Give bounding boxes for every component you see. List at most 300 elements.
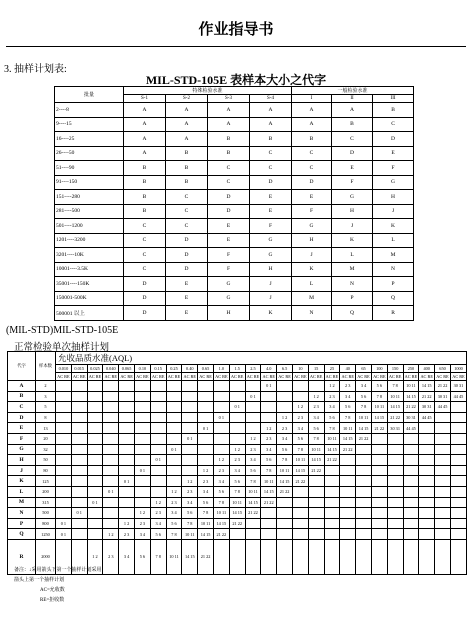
ac-re-cell	[292, 508, 308, 519]
code-letter-cell: P	[8, 518, 36, 529]
ac-re-cell: 5 6	[198, 497, 214, 508]
code-letter-cell: E	[166, 306, 208, 321]
ac-re-cell	[356, 486, 372, 497]
ac-re-cell: 3 4	[340, 391, 356, 402]
ac-re-cell	[245, 402, 261, 413]
ac-re-cell	[340, 497, 356, 508]
ac-re-cell	[245, 423, 261, 434]
ac-re-cell: 2 3	[245, 444, 261, 455]
ac-re-cell	[56, 497, 72, 508]
ac-re-header: AC RE	[357, 374, 370, 379]
code-letter-cell: E	[292, 190, 332, 205]
ac-re-cell: 21 22	[213, 529, 229, 540]
ac-re-cell	[134, 455, 150, 466]
ac-re-cell	[182, 412, 198, 423]
ac-re-cell	[419, 433, 435, 444]
code-letter-cell: R	[373, 306, 414, 321]
ac-re-cell	[435, 423, 451, 434]
ac-re-cell	[166, 402, 182, 413]
ac-re-cell	[103, 381, 119, 392]
ac-re-cell	[450, 455, 466, 466]
aql-value-header: 400	[419, 365, 435, 373]
code-letter-cell: A	[8, 381, 36, 392]
ac-re-cell	[56, 465, 72, 476]
code-letter-cell: A	[292, 117, 332, 132]
ac-re-cell	[277, 508, 293, 519]
ac-re-cell	[182, 381, 198, 392]
ac-re-cell	[435, 412, 451, 423]
ac-re-cell: 1 2	[150, 497, 166, 508]
code-letter-cell: J	[373, 204, 414, 219]
ac-re-cell	[371, 539, 387, 574]
ac-re-cell	[403, 476, 419, 487]
ac-re-cell	[387, 455, 403, 466]
ac-re-cell: 30 31	[435, 391, 451, 402]
ac-re-cell	[103, 391, 119, 402]
ac-re-cell: 3 4	[356, 381, 372, 392]
code-letter-cell: A	[166, 103, 208, 118]
code-letter-cell: A	[166, 117, 208, 132]
ac-re-cell: 5 6	[182, 508, 198, 519]
table-row	[55, 132, 414, 147]
ac-re-cell	[56, 381, 72, 392]
code-letter-cell: C	[208, 175, 250, 190]
ac-re-cell	[387, 433, 403, 444]
ac-re-header: AC RE	[404, 374, 418, 379]
table-row	[55, 117, 414, 132]
ac-re-cell: 2 3	[119, 529, 135, 540]
ac-re-cell: 3 4	[182, 497, 198, 508]
document-title: 作业指导书	[198, 20, 274, 38]
ac-re-cell	[245, 412, 261, 423]
ac-re-cell: 1 2	[292, 402, 308, 413]
ac-re-cell: 21 22	[403, 402, 419, 413]
aql-value-header: 0.025	[87, 365, 103, 373]
aql-value-header: 10	[292, 365, 308, 373]
table-row	[8, 391, 467, 402]
ac-re-cell: 0 1	[134, 465, 150, 476]
ac-re-cell: 1 2	[213, 455, 229, 466]
aql-value-header: 150	[387, 365, 403, 373]
table-row	[8, 423, 467, 434]
table-row	[55, 175, 414, 190]
lot-size-cell: 500001 以上	[55, 306, 124, 321]
ac-re-cell: 21 22	[324, 455, 340, 466]
table-row	[55, 103, 414, 118]
table1-header-row	[55, 87, 414, 95]
table-row	[55, 219, 414, 234]
ac-re-cell	[261, 529, 277, 540]
ac-re-cell	[71, 433, 87, 444]
table-row	[55, 161, 414, 176]
ac-re-cell	[182, 423, 198, 434]
ac-re-cell: 7 8	[229, 486, 245, 497]
ac-re-cell: 0 1	[103, 486, 119, 497]
aql-value-header: 0.25	[166, 365, 182, 373]
ac-re-cell: 5 6	[324, 412, 340, 423]
ac-re-cell	[166, 423, 182, 434]
aql-value-header: 2.5	[245, 365, 261, 373]
ac-re-cell	[450, 433, 466, 444]
ac-re-cell: 2 3	[134, 518, 150, 529]
ac-re-header: AC RE	[72, 374, 86, 379]
ac-re-cell	[56, 455, 72, 466]
ac-re-cell: 2 3	[324, 391, 340, 402]
ac-re-cell	[198, 381, 214, 392]
ac-re-cell	[450, 465, 466, 476]
sample-size-cell: 125	[36, 476, 56, 487]
ac-re-header: AC RE	[420, 374, 433, 379]
ac-re-cell	[103, 455, 119, 466]
code-letter-cell: B	[250, 132, 292, 147]
ac-re-cell: 21 22	[340, 444, 356, 455]
ac-re-cell	[56, 476, 72, 487]
table-row	[55, 262, 414, 277]
ac-re-cell: 1 2	[198, 465, 214, 476]
ac-re-cell	[403, 518, 419, 529]
ac-re-cell	[245, 381, 261, 392]
ac-re-cell	[403, 539, 419, 574]
code-letter-cell: B	[166, 175, 208, 190]
sample-size-cell: 200	[36, 486, 56, 497]
code-letter-cell: J	[292, 248, 332, 263]
code-letter-cell: D	[292, 175, 332, 190]
ac-re-cell: 5 6	[340, 402, 356, 413]
ac-re-cell	[119, 444, 135, 455]
ac-re-cell: 30 31	[419, 402, 435, 413]
ac-re-cell	[419, 539, 435, 574]
ac-re-cell	[103, 518, 119, 529]
ac-re-cell	[371, 465, 387, 476]
ac-re-cell: 3 4	[213, 476, 229, 487]
level-header: II	[332, 95, 373, 103]
ac-re-cell: 2 3	[261, 433, 277, 444]
code-letter-cell: A	[250, 117, 292, 132]
ac-re-cell: 7 8	[198, 508, 214, 519]
ac-re-cell: 10 11	[387, 391, 403, 402]
ac-re-cell	[87, 412, 103, 423]
code-letter-cell: N	[292, 306, 332, 321]
ac-re-cell: 44 45	[435, 402, 451, 413]
code-letter-cell: M	[332, 262, 373, 277]
ac-re-cell	[435, 539, 451, 574]
ac-re-cell	[308, 508, 324, 519]
ac-re-cell: 30 31	[450, 381, 466, 392]
code-letter-cell: B	[8, 391, 36, 402]
ac-re-cell	[324, 529, 340, 540]
ac-re-cell: 3 4	[324, 402, 340, 413]
ac-re-cell	[387, 444, 403, 455]
code-letter-cell: D	[124, 277, 166, 292]
code-letter-cell: E	[332, 161, 373, 176]
ac-re-cell	[419, 497, 435, 508]
table-row	[8, 486, 467, 497]
ac-re-cell	[340, 465, 356, 476]
ac-re-cell: 7 8	[166, 529, 182, 540]
code-letter-cell: C	[373, 117, 414, 132]
code-letter-cell: P	[332, 291, 373, 306]
ac-re-cell	[308, 497, 324, 508]
ac-re-cell	[103, 423, 119, 434]
ac-re-cell	[340, 508, 356, 519]
code-letter-cell: A	[124, 117, 166, 132]
aql-value-header: 40	[340, 365, 356, 373]
ac-re-cell	[387, 529, 403, 540]
ac-re-cell: 5 6	[245, 465, 261, 476]
aql-value-header: 15	[308, 365, 324, 373]
ac-re-cell	[213, 423, 229, 434]
code-letter-cell: N	[8, 508, 36, 519]
ac-re-cell	[150, 423, 166, 434]
ac-re-cell	[56, 402, 72, 413]
ac-re-cell	[356, 444, 372, 455]
ac-re-cell	[371, 529, 387, 540]
ac-re-header: AC RE	[373, 374, 386, 379]
ac-re-cell	[450, 402, 466, 413]
ac-re-cell	[119, 486, 135, 497]
ac-re-cell	[56, 486, 72, 497]
ac-re-cell	[103, 433, 119, 444]
code-letter-cell: L	[373, 233, 414, 248]
ac-re-cell: 3 4	[166, 508, 182, 519]
level-header: I	[292, 95, 332, 103]
code-letter-cell: D	[373, 132, 414, 147]
ac-re-cell	[435, 465, 451, 476]
ac-re-cell: 0 1	[261, 381, 277, 392]
table-row	[55, 204, 414, 219]
ac-re-cell: 10 11	[245, 486, 261, 497]
ac-re-cell	[56, 391, 72, 402]
ac-re-cell	[435, 486, 451, 497]
ac-re-cell: 30 31	[387, 423, 403, 434]
code-letter-cell: A	[166, 132, 208, 147]
code-letter-cell: L	[332, 248, 373, 263]
code-letter-cell: A	[332, 103, 373, 118]
ac-re-cell	[134, 412, 150, 423]
ac-re-cell: 21 22	[198, 539, 214, 574]
ac-re-cell: 14 15	[324, 444, 340, 455]
ac-re-header: AC RE	[262, 374, 276, 379]
ac-re-cell: 21 22	[356, 433, 372, 444]
ac-re-cell: 21 22	[229, 518, 245, 529]
ac-re-cell	[134, 391, 150, 402]
ac-re-cell	[150, 402, 166, 413]
ac-re-cell	[245, 539, 261, 574]
code-letter-cell: K	[250, 306, 292, 321]
ac-re-cell	[103, 508, 119, 519]
ac-re-cell: 1 2	[119, 518, 135, 529]
ac-re-cell	[87, 381, 103, 392]
ac-re-cell: 1 2	[103, 529, 119, 540]
sample-size-cell: 32	[36, 444, 56, 455]
ac-re-cell	[134, 433, 150, 444]
table-row	[8, 497, 467, 508]
ac-re-cell	[435, 476, 451, 487]
ac-re-cell	[435, 508, 451, 519]
ac-re-cell	[403, 455, 419, 466]
ac-re-cell: 21 22	[308, 465, 324, 476]
ac-re-cell	[182, 455, 198, 466]
code-letter-cell: N	[373, 262, 414, 277]
lot-size-cell: 10001----3.5K	[55, 262, 124, 277]
ac-re-cell	[387, 465, 403, 476]
aql-value-header: 0.40	[182, 365, 198, 373]
code-letter-cell: P	[373, 277, 414, 292]
ac-re-cell: 0 1	[119, 476, 135, 487]
ac-re-cell	[435, 444, 451, 455]
ac-re-cell: 2 3	[308, 402, 324, 413]
ac-re-cell	[277, 518, 293, 529]
code-letter-cell: H	[332, 204, 373, 219]
ac-re-cell: 10 11	[277, 465, 293, 476]
ac-re-cell	[87, 529, 103, 540]
ac-re-header: AC RE	[136, 374, 149, 379]
ac-re-cell: 10 11	[198, 518, 214, 529]
ac-re-cell	[292, 486, 308, 497]
ac-re-cell: 1 2	[182, 476, 198, 487]
ac-re-cell	[324, 539, 340, 574]
ac-re-cell	[245, 518, 261, 529]
ac-re-cell: 2 3	[229, 455, 245, 466]
ac-re-cell	[340, 455, 356, 466]
ac-re-cell: 44 45	[403, 423, 419, 434]
ac-re-cell	[371, 455, 387, 466]
ac-re-cell	[71, 391, 87, 402]
code-letter-cell: G	[250, 233, 292, 248]
lot-size-cell: 2----8	[55, 103, 124, 118]
ac-re-cell: 3 4	[245, 455, 261, 466]
code-letter-cell: B	[124, 175, 166, 190]
ac-re-cell	[213, 444, 229, 455]
ac-re-cell	[450, 423, 466, 434]
sample-size-cell: 2000	[36, 539, 56, 574]
ac-re-cell: 1 2	[229, 444, 245, 455]
ac-re-cell: 0 1	[182, 433, 198, 444]
ac-re-header: AC RE	[325, 374, 339, 379]
code-letter-cell: G	[208, 277, 250, 292]
ac-re-cell	[308, 486, 324, 497]
aql-value-header: 0.010	[56, 365, 72, 373]
code-letter-cell: G	[332, 190, 373, 205]
ac-re-cell	[213, 402, 229, 413]
ac-re-header: AC RE	[215, 374, 228, 379]
ac-re-cell: 10 11	[229, 497, 245, 508]
ac-re-cell: 14 15	[340, 433, 356, 444]
ac-re-cell	[450, 518, 466, 529]
ac-re-cell	[119, 423, 135, 434]
ac-re-cell: 21 22	[387, 412, 403, 423]
table-row	[55, 277, 414, 292]
ac-re-cell	[87, 402, 103, 413]
ac-re-cell	[166, 391, 182, 402]
ac-re-cell: 7 8	[340, 412, 356, 423]
table-row	[55, 146, 414, 161]
ac-re-cell	[277, 391, 293, 402]
footnote-1: 备注：↓采用箭头下第一个抽样计划采用	[14, 568, 102, 573]
code-letter-cell: A	[124, 132, 166, 147]
code-letter-cell: F	[208, 262, 250, 277]
ac-re-cell: 1 2	[261, 423, 277, 434]
lot-size-cell: 1201----3200	[55, 233, 124, 248]
footnote-2: 箭头上第一个抽样计划	[14, 578, 65, 583]
ac-re-cell	[182, 402, 198, 413]
ac-re-cell	[182, 465, 198, 476]
ac-re-cell: 21 22	[277, 486, 293, 497]
ac-re-cell	[71, 444, 87, 455]
ac-re-cell: 14 15	[229, 508, 245, 519]
sample-size-cell: 1250	[36, 529, 56, 540]
ac-re-cell: 1 2	[134, 508, 150, 519]
aql-value-header: 1000	[450, 365, 466, 373]
ac-re-cell: 10 11	[356, 412, 372, 423]
ac-re-cell	[435, 518, 451, 529]
ac-re-cell: 14 15	[419, 381, 435, 392]
code-header: 代字	[8, 352, 36, 381]
code-letter-cell: R	[8, 539, 36, 574]
ac-re-cell: 1 2	[308, 391, 324, 402]
ac-re-cell: 14 15	[261, 486, 277, 497]
ac-re-cell	[419, 455, 435, 466]
ac-re-cell	[213, 433, 229, 444]
ac-re-cell	[150, 381, 166, 392]
ac-re-cell	[356, 465, 372, 476]
sample-size-cell: 2	[36, 381, 56, 392]
code-letter-cell: M	[8, 497, 36, 508]
ac-re-cell	[435, 529, 451, 540]
ac-re-cell	[261, 508, 277, 519]
code-letter-cell: F	[292, 204, 332, 219]
code-letter-cell: D	[124, 306, 166, 321]
ac-re-cell: 5 6	[134, 539, 150, 574]
ac-re-cell	[356, 476, 372, 487]
ac-re-cell: 2 3	[103, 539, 119, 574]
ac-re-cell: 5 6	[371, 381, 387, 392]
code-letter-cell: B	[208, 132, 250, 147]
ac-re-cell	[134, 444, 150, 455]
ac-re-cell	[292, 391, 308, 402]
ac-re-cell	[134, 423, 150, 434]
ac-re-cell: 3 4	[292, 423, 308, 434]
code-letter-cell: B	[124, 190, 166, 205]
code-letter-cell: D	[208, 204, 250, 219]
ac-re-header: AC RE	[88, 374, 102, 379]
ac-re-cell	[119, 412, 135, 423]
sample-size-cell: 80	[36, 465, 56, 476]
ac-re-cell	[292, 497, 308, 508]
ac-re-cell	[213, 381, 229, 392]
ac-re-cell	[277, 529, 293, 540]
aql-value-header: 1.5	[229, 365, 245, 373]
lot-size-cell: 3201----10K	[55, 248, 124, 263]
ac-re-cell	[150, 391, 166, 402]
sample-size-cell: 50	[36, 455, 56, 466]
sample-size-cell: 3	[36, 391, 56, 402]
ac-re-cell	[103, 465, 119, 476]
ac-re-cell	[87, 444, 103, 455]
aql-value-header: 100	[371, 365, 387, 373]
aql-value-header: 25	[324, 365, 340, 373]
ac-re-cell	[277, 402, 293, 413]
ac-re-cell	[261, 391, 277, 402]
ac-re-cell	[308, 539, 324, 574]
aql-value-header: 0.015	[71, 365, 87, 373]
table1-title: MIL-STD-105E 表样本大小之代字	[145, 73, 327, 87]
code-letter-cell: G	[8, 444, 36, 455]
ac-re-cell: 5 6	[166, 518, 182, 529]
ac-re-header: AC RE	[167, 374, 181, 379]
code-letter-cell: D	[208, 190, 250, 205]
ac-re-cell	[119, 402, 135, 413]
